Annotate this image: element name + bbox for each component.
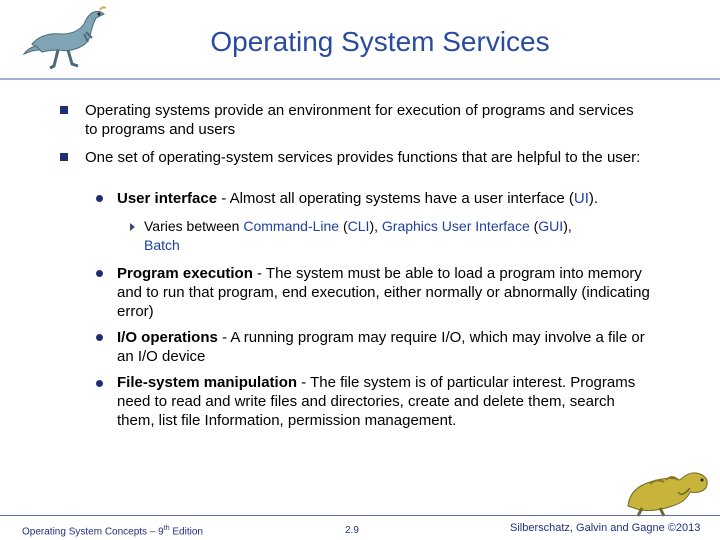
title-divider (0, 78, 720, 80)
term: User interface (117, 190, 218, 207)
footer-left (22, 525, 203, 537)
term: Program execution (117, 265, 253, 282)
text: ), (563, 218, 572, 234)
bullet-dot-icon (96, 270, 103, 277)
highlight-cli: Command-Line (243, 218, 340, 234)
slide-title: Operating System Services (210, 26, 550, 57)
bullet-dot-icon (96, 334, 103, 341)
bullet-square-icon (60, 153, 68, 161)
highlight-gui-abbr: GUI (538, 218, 564, 234)
desc: - The system must be able to load a program into memory and to run that program, end execution, either normally or abnormally (indicating error) (117, 265, 650, 320)
desc: ). (588, 190, 599, 207)
bullet-item: Operating systems provide an environment for execution of programs and services to programs and users (85, 102, 634, 138)
sub-bullet-user-interface (117, 189, 687, 208)
sub-sub-bullet (144, 217, 684, 255)
bullet-dot-icon (96, 195, 103, 202)
sub-bullet-file-system (117, 373, 647, 430)
highlight-batch: Batch (144, 237, 180, 253)
bullet-square-icon (60, 106, 68, 114)
dinosaur-bottom-right-icon (620, 458, 715, 518)
highlight-ui: UI (573, 190, 589, 207)
bullet-arrow-icon (130, 223, 135, 231)
text: ), (369, 218, 382, 234)
highlight-gui: Graphics User Interface (381, 218, 530, 234)
footer-text: Edition (169, 526, 203, 538)
text: Varies between (144, 218, 244, 234)
desc: - Almost all operating systems have a user interface ( (217, 190, 574, 207)
sub-bullet-program-execution (117, 264, 657, 321)
highlight-cli-abbr: CLI (347, 218, 370, 234)
footer-sup: th (163, 525, 170, 532)
bullet-dot-icon (96, 380, 103, 387)
term: I/O operations (117, 329, 218, 346)
term: File-system manipulation (117, 374, 298, 391)
desc: - A running program may require I/O, which may involve a file or an I/O device (117, 329, 645, 365)
text: ( (529, 218, 539, 234)
footer-divider (0, 515, 720, 516)
footer-text: Operating System Concepts – 9 (22, 526, 164, 538)
sub-bullet-io-operations (117, 328, 657, 366)
footer-right: Silberschatz, Galvin and Gagne ©2013 (510, 522, 701, 534)
text: ( (339, 218, 348, 234)
bullet-item: One set of operating-system services provides functions that are helpful to the user: (85, 149, 641, 166)
desc: - The file system is of particular interest. Programs need to read and write files and directories, create and delete them, search them, list file Information, permission management. (117, 374, 636, 429)
page-number: 2.9 (345, 525, 359, 536)
